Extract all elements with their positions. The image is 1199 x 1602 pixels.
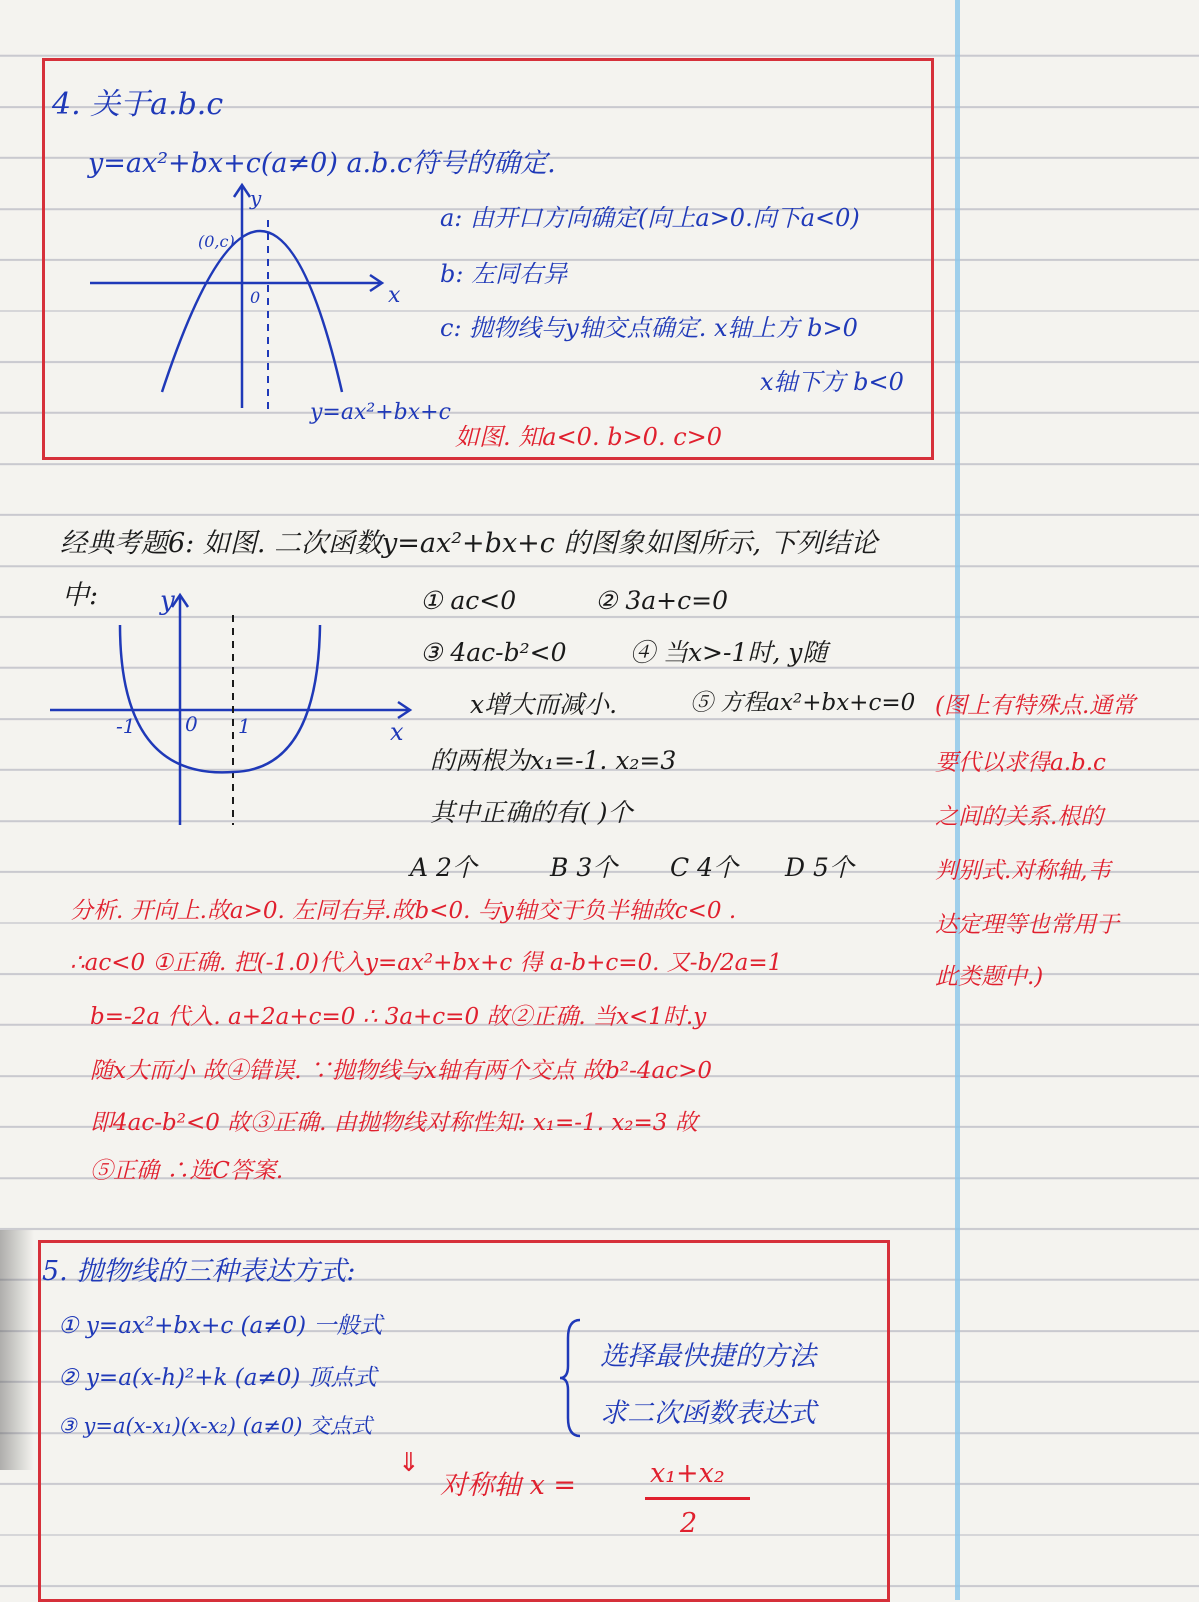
analysis-line-5: 即4ac-b²<0 故③正确. 由抛物线对称性知: x₁=-1. x₂=3 故: [90, 1110, 698, 1136]
form-vertex: ② y=a(x-h)²+k (a≠0) 顶点式: [58, 1365, 377, 1391]
side-note-line-6: 此类题中.): [935, 964, 1044, 990]
down-arrow-icon: ⇓: [398, 1448, 420, 1478]
margin-line: [955, 0, 960, 1600]
section4-formula: y=ax²+bx+c(a≠0) a.b.c符号的确定.: [88, 148, 556, 179]
brace-note-2: 求二次函数表达式: [600, 1398, 816, 1429]
problem6-y-label: y: [160, 586, 175, 616]
section4-x-label: x: [388, 283, 401, 308]
curly-brace: [560, 1318, 590, 1438]
statement-5: ⑤ 方程ax²+bx+c=0: [690, 690, 916, 716]
analysis-line-4: 随x大而小 故④错误. ∵抛物线与x轴有两个交点 故b²-4ac>0: [90, 1058, 713, 1084]
section4-conclusion: 如图. 知a<0. b>0. c>0: [455, 423, 723, 451]
analysis-line-1: 分析. 开向上.故a>0. 左同右异.故b<0. 与y轴交于负半轴故c<0 .: [70, 898, 737, 924]
section4-title: 4. 关于a.b.c: [52, 87, 224, 122]
section4-point-label: (0,c): [198, 232, 235, 251]
statement-3: ③ 4ac-b²<0: [420, 638, 567, 667]
problem6-origin: 0: [185, 712, 198, 736]
formula-numerator: x₁+x₂: [650, 1458, 725, 1489]
analysis-line-3: b=-2a 代入. a+2a+c=0 ∴ 3a+c=0 故②正确. 当x<1时.y: [90, 1004, 707, 1030]
option-d: D 5个: [785, 853, 854, 882]
problem6-graph: [40, 585, 420, 835]
statement-4: ④ 当x>-1时, y随: [630, 638, 828, 667]
option-c: C 4个: [670, 853, 738, 882]
statement-5b: 的两根为x₁=-1. x₂=3: [430, 746, 677, 775]
page-shadow: [0, 1230, 34, 1470]
form-intercept: ③ y=a(x-x₁)(x-x₂) (a≠0) 交点式: [58, 1414, 373, 1438]
side-note-line-4: 判别式.对称轴,韦: [935, 858, 1111, 884]
side-note-line-1: (图上有特殊点.通常: [935, 693, 1136, 719]
section4-y-label: y: [250, 186, 262, 210]
form-general: ① y=ax²+bx+c (a≠0) 一般式: [58, 1313, 383, 1339]
section5-title: 5. 抛物线的三种表达方式:: [42, 1256, 356, 1287]
problem6-question: 其中正确的有( )个: [430, 798, 633, 827]
rule-c2: x轴下方 b<0: [760, 368, 904, 396]
side-note-line-3: 之间的关系.根的: [935, 804, 1104, 830]
symmetry-axis-label: 对称轴 x =: [440, 1470, 577, 1501]
problem6-zhong: 中:: [62, 580, 99, 611]
analysis-line-6: ⑤正确 ∴选C答案.: [90, 1158, 284, 1184]
problem6-neg-one: -1: [116, 714, 136, 738]
section4-curve-label: y=ax²+bx+c: [310, 400, 451, 425]
fraction-bar: [645, 1497, 750, 1500]
problem6-one: 1: [238, 714, 251, 738]
statement-4b: x增大而减小.: [470, 690, 618, 719]
section4-origin: 0: [250, 288, 261, 307]
statement-1: ① ac<0: [420, 586, 517, 615]
option-a: A 2个: [410, 853, 477, 882]
side-note-line-2: 要代以求得a.b.c: [935, 750, 1106, 776]
analysis-line-2: ∴ac<0 ①正确. 把(-1.0)代入y=ax²+bx+c 得 a-b+c=0. 又-b/2a=1: [70, 950, 783, 976]
formula-denominator: 2: [680, 1508, 698, 1539]
option-b: B 3个: [550, 853, 618, 882]
rule-a: a: 由开口方向确定(向上a>0.向下a<0): [440, 204, 860, 232]
problem6-title: 经典考题6: 如图. 二次函数y=ax²+bx+c 的图象如图所示, 下列结论: [60, 528, 878, 559]
rule-c1: c: 抛物线与y轴交点确定. x轴上方 b>0: [440, 314, 858, 342]
statement-2: ② 3a+c=0: [595, 586, 728, 615]
problem6-x-label: x: [390, 718, 404, 746]
side-note-line-5: 达定理等也常用于: [935, 912, 1119, 938]
brace-note-1: 选择最快捷的方法: [600, 1341, 816, 1372]
rule-b: b: 左同右异: [440, 260, 568, 288]
